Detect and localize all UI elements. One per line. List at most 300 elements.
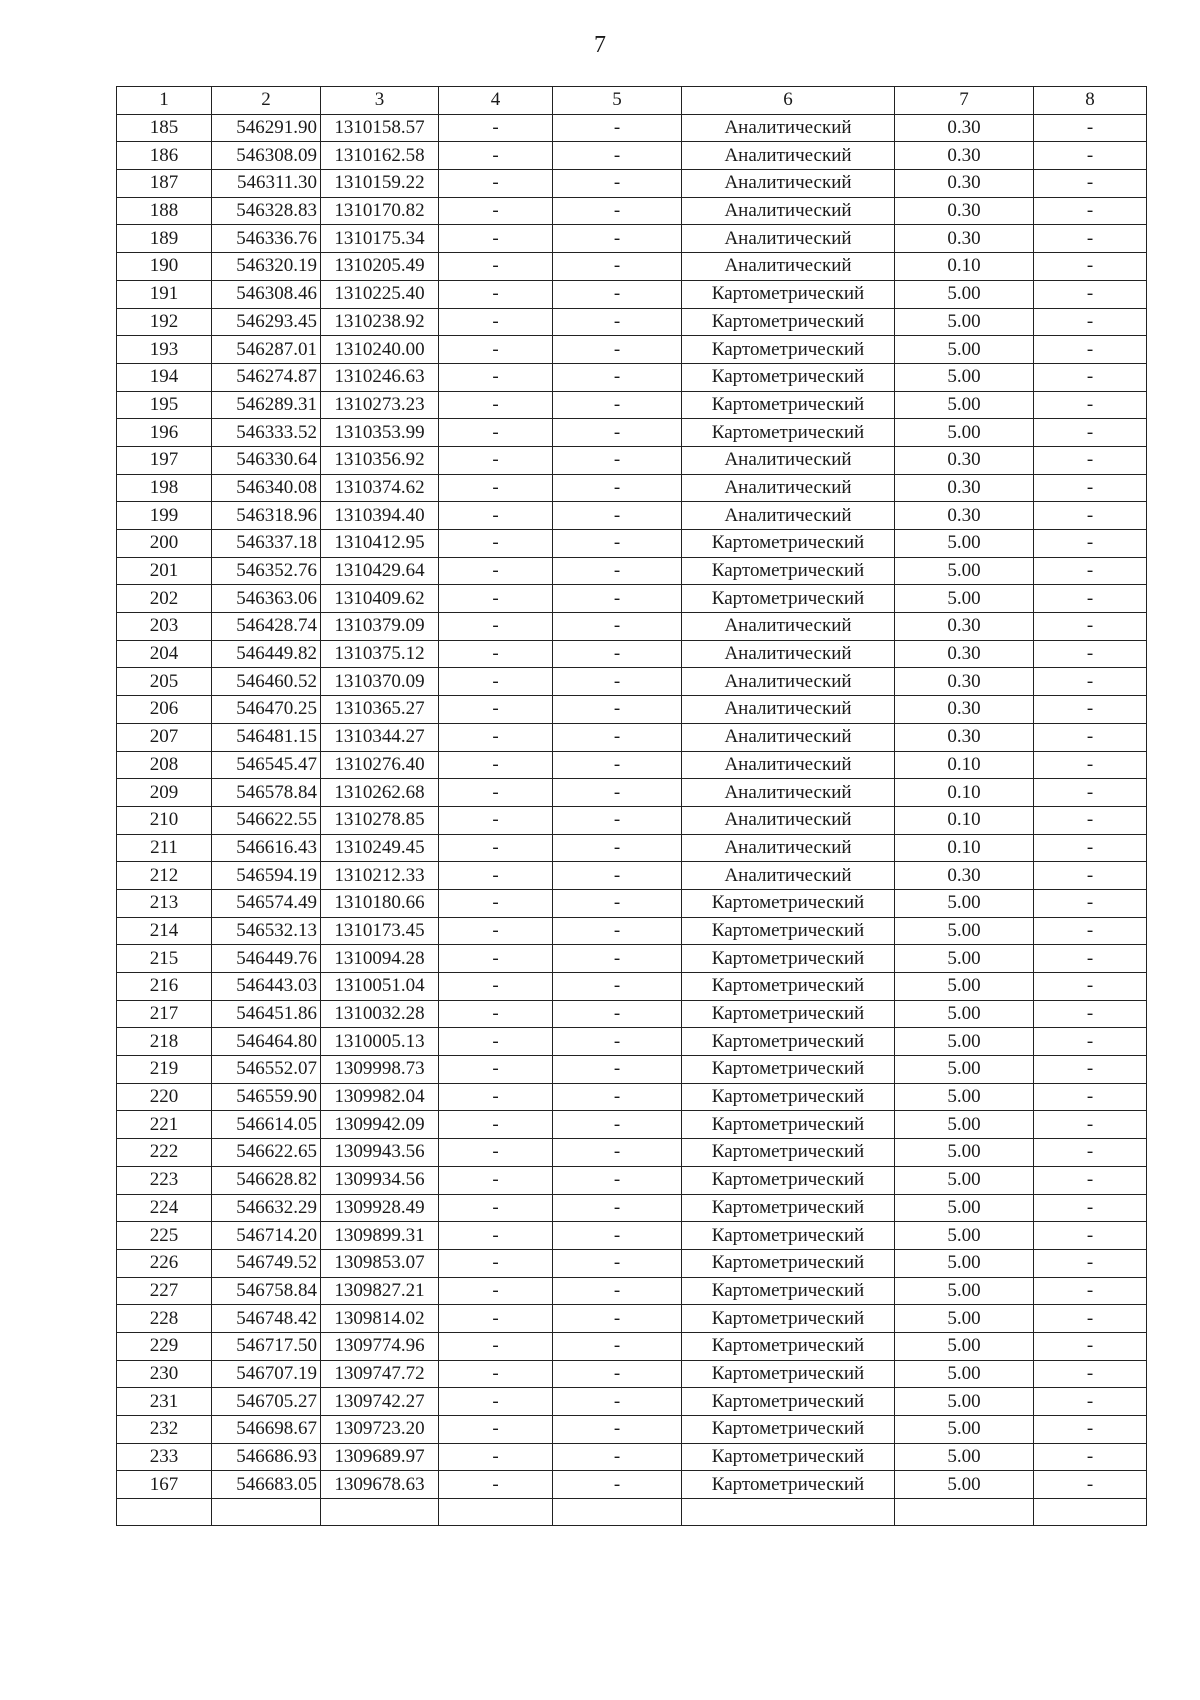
table-cell: -	[1034, 1277, 1147, 1305]
table-cell: 5.00	[895, 1305, 1034, 1333]
table-cell: 546464.80	[212, 1028, 321, 1056]
table-cell: Картометрический	[682, 336, 895, 364]
table-cell: 0.30	[895, 696, 1034, 724]
table-cell: 1310212.33	[321, 862, 439, 890]
table-cell: -	[1034, 1388, 1147, 1416]
table-cell: 5.00	[895, 1471, 1034, 1499]
table-cell: 212	[117, 862, 212, 890]
table-row	[117, 446, 1147, 474]
table-cell: 546289.31	[212, 391, 321, 419]
table-cell: -	[439, 225, 553, 253]
table-row	[117, 1194, 1147, 1222]
table-cell: -	[553, 751, 682, 779]
table-cell: Картометрический	[682, 419, 895, 447]
table-cell: -	[553, 806, 682, 834]
table-cell: -	[439, 142, 553, 170]
table-cell: 200	[117, 530, 212, 558]
table-cell: 5.00	[895, 280, 1034, 308]
table-cell: 546632.29	[212, 1194, 321, 1222]
table-cell: 0.30	[895, 723, 1034, 751]
table-cell: 186	[117, 142, 212, 170]
table-cell: 230	[117, 1360, 212, 1388]
table-cell: -	[1034, 1111, 1147, 1139]
table-cell: -	[553, 530, 682, 558]
table-cell: 546545.47	[212, 751, 321, 779]
table-cell: 546449.76	[212, 945, 321, 973]
table-cell: 0.10	[895, 779, 1034, 807]
table-cell: 189	[117, 225, 212, 253]
table-cell: Картометрический	[682, 973, 895, 1001]
table-cell: -	[1034, 1332, 1147, 1360]
table-row	[117, 253, 1147, 281]
table-cell: Картометрический	[682, 1332, 895, 1360]
empty-cell	[682, 1499, 895, 1526]
table-cell: -	[439, 280, 553, 308]
table-cell: Картометрический	[682, 1249, 895, 1277]
table-cell: 5.00	[895, 889, 1034, 917]
table-cell: 546622.65	[212, 1139, 321, 1167]
table-cell: -	[553, 945, 682, 973]
table-cell: 1309982.04	[321, 1083, 439, 1111]
table-cell: -	[1034, 889, 1147, 917]
table-cell: 1309678.63	[321, 1471, 439, 1499]
table-cell: 1310344.27	[321, 723, 439, 751]
table-cell: -	[553, 557, 682, 585]
table-cell: 187	[117, 170, 212, 198]
table-cell: Аналитический	[682, 640, 895, 668]
table-cell: 5.00	[895, 1028, 1034, 1056]
table-cell: -	[439, 530, 553, 558]
table-cell: 546628.82	[212, 1166, 321, 1194]
table-cell: -	[1034, 668, 1147, 696]
table-cell: -	[439, 640, 553, 668]
table-cell: -	[1034, 1360, 1147, 1388]
table-cell: -	[553, 889, 682, 917]
table-cell: 222	[117, 1139, 212, 1167]
table-cell: 221	[117, 1111, 212, 1139]
table-row	[117, 1277, 1147, 1305]
table-cell: 5.00	[895, 363, 1034, 391]
table-cell: 1310409.62	[321, 585, 439, 613]
table-cell: -	[553, 1416, 682, 1444]
table-cell: 1310205.49	[321, 253, 439, 281]
table-cell: -	[1034, 1139, 1147, 1167]
table-cell: Картометрический	[682, 1305, 895, 1333]
table-cell: 217	[117, 1000, 212, 1028]
table-row	[117, 336, 1147, 364]
table-cell: -	[553, 1222, 682, 1250]
table-cell: 5.00	[895, 1277, 1034, 1305]
table-cell: -	[553, 1249, 682, 1277]
table-row	[117, 1471, 1147, 1499]
table-cell: -	[1034, 723, 1147, 751]
table-cell: 0.30	[895, 613, 1034, 641]
table-cell: -	[439, 889, 553, 917]
table-cell: 167	[117, 1471, 212, 1499]
table-cell: 1309942.09	[321, 1111, 439, 1139]
table-cell: -	[1034, 1083, 1147, 1111]
table-cell: 546318.96	[212, 502, 321, 530]
table-cell: 0.10	[895, 253, 1034, 281]
empty-row	[117, 1499, 1147, 1526]
table-cell: -	[553, 391, 682, 419]
table-cell: 191	[117, 280, 212, 308]
table-cell: -	[1034, 1443, 1147, 1471]
table-cell: -	[439, 1443, 553, 1471]
table-cell: 1309899.31	[321, 1222, 439, 1250]
table-cell: 219	[117, 1056, 212, 1084]
table-cell: -	[1034, 585, 1147, 613]
table-cell: 1310173.45	[321, 917, 439, 945]
table-cell: 546616.43	[212, 834, 321, 862]
table-cell: -	[439, 806, 553, 834]
table-cell: -	[1034, 142, 1147, 170]
table-row	[117, 1111, 1147, 1139]
table-cell: -	[553, 308, 682, 336]
table-cell: -	[1034, 1471, 1147, 1499]
table-cell: 1309998.73	[321, 1056, 439, 1084]
table-cell: Аналитический	[682, 806, 895, 834]
table-cell: Картометрический	[682, 889, 895, 917]
table-row	[117, 1416, 1147, 1444]
table-cell: 1310180.66	[321, 889, 439, 917]
table-cell: 185	[117, 114, 212, 142]
table-cell: Аналитический	[682, 446, 895, 474]
table-cell: Аналитический	[682, 197, 895, 225]
table-cell: -	[1034, 253, 1147, 281]
table-cell: -	[1034, 696, 1147, 724]
table-cell: -	[439, 1249, 553, 1277]
table-row	[117, 779, 1147, 807]
table-cell: 1309723.20	[321, 1416, 439, 1444]
table-cell: -	[439, 1471, 553, 1499]
table-cell: -	[1034, 280, 1147, 308]
table-cell: 1310262.68	[321, 779, 439, 807]
table-cell: 5.00	[895, 1416, 1034, 1444]
table-cell: -	[439, 170, 553, 198]
table-cell: -	[553, 779, 682, 807]
table-cell: 5.00	[895, 1056, 1034, 1084]
table-cell: Картометрический	[682, 391, 895, 419]
table-cell: 1310158.57	[321, 114, 439, 142]
table-cell: 1310278.85	[321, 806, 439, 834]
table-cell: 216	[117, 973, 212, 1001]
table-cell: -	[553, 253, 682, 281]
table-row	[117, 363, 1147, 391]
table-cell: -	[1034, 806, 1147, 834]
table-cell: -	[439, 308, 553, 336]
table-cell: 546328.83	[212, 197, 321, 225]
table-cell: 546449.82	[212, 640, 321, 668]
table-cell: -	[439, 917, 553, 945]
table-row	[117, 170, 1147, 198]
page-number: 7	[594, 32, 606, 58]
table-cell: -	[1034, 834, 1147, 862]
table-cell: 5.00	[895, 391, 1034, 419]
table-cell: 5.00	[895, 530, 1034, 558]
table-cell: Картометрический	[682, 1471, 895, 1499]
table-cell: -	[1034, 751, 1147, 779]
table-cell: 223	[117, 1166, 212, 1194]
table-cell: -	[439, 1277, 553, 1305]
table-cell: 204	[117, 640, 212, 668]
table-cell: -	[1034, 474, 1147, 502]
table-cell: -	[553, 973, 682, 1001]
table-cell: Картометрический	[682, 1416, 895, 1444]
table-cell: 1309747.72	[321, 1360, 439, 1388]
table-cell: 5.00	[895, 1139, 1034, 1167]
table-cell: -	[1034, 1056, 1147, 1084]
table-cell: -	[1034, 391, 1147, 419]
table-cell: -	[439, 1056, 553, 1084]
table-cell: Аналитический	[682, 253, 895, 281]
table-cell: 201	[117, 557, 212, 585]
table-cell: -	[439, 973, 553, 1001]
table-cell: Картометрический	[682, 1056, 895, 1084]
table-cell: 0.30	[895, 446, 1034, 474]
table-cell: -	[553, 1028, 682, 1056]
table-cell: 206	[117, 696, 212, 724]
table-row	[117, 945, 1147, 973]
table-row	[117, 502, 1147, 530]
table-row	[117, 751, 1147, 779]
table-cell: 226	[117, 1249, 212, 1277]
table-row	[117, 280, 1147, 308]
table-cell: 546320.19	[212, 253, 321, 281]
table-cell: 546749.52	[212, 1249, 321, 1277]
table-cell: 1309934.56	[321, 1166, 439, 1194]
table-cell: -	[439, 1360, 553, 1388]
table-cell: 207	[117, 723, 212, 751]
table-cell: -	[553, 502, 682, 530]
table-row	[117, 585, 1147, 613]
table-cell: -	[439, 1111, 553, 1139]
table-cell: -	[439, 1083, 553, 1111]
empty-cell	[117, 1499, 212, 1526]
table-cell: 546311.30	[212, 170, 321, 198]
table-cell: 5.00	[895, 1194, 1034, 1222]
table-cell: 546714.20	[212, 1222, 321, 1250]
table-cell: Аналитический	[682, 142, 895, 170]
table-cell: 1310162.58	[321, 142, 439, 170]
table-row	[117, 1056, 1147, 1084]
table-cell: -	[439, 945, 553, 973]
table-cell: -	[439, 391, 553, 419]
table-row	[117, 723, 1147, 751]
table-row	[117, 862, 1147, 890]
table-cell: 231	[117, 1388, 212, 1416]
table-cell: 5.00	[895, 1222, 1034, 1250]
table-cell: 546337.18	[212, 530, 321, 558]
table-cell: 229	[117, 1332, 212, 1360]
header-cell: 4	[439, 87, 553, 115]
table-cell: 0.30	[895, 640, 1034, 668]
table-cell: -	[439, 557, 553, 585]
header-cell: 7	[895, 87, 1034, 115]
table-row	[117, 225, 1147, 253]
table-cell: 546291.90	[212, 114, 321, 142]
table-cell: Картометрический	[682, 585, 895, 613]
table-cell: 546707.19	[212, 1360, 321, 1388]
table-row	[117, 1305, 1147, 1333]
empty-cell	[553, 1499, 682, 1526]
table-cell: -	[439, 502, 553, 530]
table-cell: -	[439, 1222, 553, 1250]
table-cell: 1310276.40	[321, 751, 439, 779]
table-cell: 225	[117, 1222, 212, 1250]
table-cell: 1310379.09	[321, 613, 439, 641]
table-cell: Картометрический	[682, 280, 895, 308]
table-cell: 546330.64	[212, 446, 321, 474]
table-cell: 546698.67	[212, 1416, 321, 1444]
table-cell: -	[553, 170, 682, 198]
table-cell: 215	[117, 945, 212, 973]
table-cell: 546336.76	[212, 225, 321, 253]
header-cell: 8	[1034, 87, 1147, 115]
table-cell: -	[1034, 308, 1147, 336]
table-cell: 5.00	[895, 308, 1034, 336]
table-cell: Картометрический	[682, 1194, 895, 1222]
table-cell: 546287.01	[212, 336, 321, 364]
table-cell: -	[1034, 336, 1147, 364]
table-cell: -	[1034, 945, 1147, 973]
table-cell: -	[553, 419, 682, 447]
empty-cell	[212, 1499, 321, 1526]
table-cell: -	[553, 1360, 682, 1388]
table-row	[117, 1249, 1147, 1277]
table-cell: -	[439, 613, 553, 641]
table-cell: 1310249.45	[321, 834, 439, 862]
coordinates-table	[116, 86, 1147, 1526]
table-cell: 188	[117, 197, 212, 225]
table-cell: -	[553, 1471, 682, 1499]
table-cell: -	[439, 751, 553, 779]
table-cell: -	[553, 1083, 682, 1111]
table-cell: -	[439, 446, 553, 474]
table-cell: -	[439, 1332, 553, 1360]
table-cell: -	[1034, 1194, 1147, 1222]
table-cell: 546428.74	[212, 613, 321, 641]
table-cell: 0.10	[895, 834, 1034, 862]
table-cell: 1310005.13	[321, 1028, 439, 1056]
table-cell: 1310273.23	[321, 391, 439, 419]
table-cell: Картометрический	[682, 1388, 895, 1416]
table-cell: -	[1034, 917, 1147, 945]
table-row	[117, 308, 1147, 336]
table-cell: 546460.52	[212, 668, 321, 696]
table-cell: 546686.93	[212, 1443, 321, 1471]
table-cell: 5.00	[895, 1443, 1034, 1471]
table-row	[117, 1222, 1147, 1250]
table-cell: Картометрический	[682, 1000, 895, 1028]
table-row	[117, 391, 1147, 419]
table-cell: 0.30	[895, 502, 1034, 530]
table-cell: Картометрический	[682, 1443, 895, 1471]
table-cell: 195	[117, 391, 212, 419]
table-cell: 1310429.64	[321, 557, 439, 585]
table-cell: 1309827.21	[321, 1277, 439, 1305]
table-cell: Аналитический	[682, 474, 895, 502]
table-cell: 1309853.07	[321, 1249, 439, 1277]
table-cell: Картометрический	[682, 1111, 895, 1139]
table-row	[117, 1028, 1147, 1056]
table-cell: 5.00	[895, 557, 1034, 585]
table-cell: -	[439, 474, 553, 502]
table-cell: 227	[117, 1277, 212, 1305]
table-cell: -	[553, 668, 682, 696]
table-cell: Картометрический	[682, 363, 895, 391]
table-cell: -	[1034, 225, 1147, 253]
table-cell: 1310353.99	[321, 419, 439, 447]
table-cell: -	[553, 446, 682, 474]
table-cell: 546705.27	[212, 1388, 321, 1416]
table-cell: 546559.90	[212, 1083, 321, 1111]
table-cell: -	[439, 862, 553, 890]
table-cell: 0.30	[895, 225, 1034, 253]
table-cell: 5.00	[895, 1249, 1034, 1277]
table-cell: Картометрический	[682, 917, 895, 945]
table-cell: -	[439, 197, 553, 225]
table-cell: -	[553, 1305, 682, 1333]
table-cell: Картометрический	[682, 530, 895, 558]
header-cell: 2	[212, 87, 321, 115]
table-cell: 546552.07	[212, 1056, 321, 1084]
table-cell: 1310159.22	[321, 170, 439, 198]
table-cell: Картометрический	[682, 557, 895, 585]
table-cell: 5.00	[895, 1111, 1034, 1139]
table-cell: -	[553, 142, 682, 170]
table-cell: 232	[117, 1416, 212, 1444]
table-cell: -	[553, 1000, 682, 1028]
table-cell: -	[1034, 640, 1147, 668]
table-cell: 1309689.97	[321, 1443, 439, 1471]
table-cell: 0.30	[895, 170, 1034, 198]
table-cell: Аналитический	[682, 723, 895, 751]
table-cell: -	[553, 1388, 682, 1416]
table-cell: 209	[117, 779, 212, 807]
table-row	[117, 668, 1147, 696]
table-cell: 0.30	[895, 862, 1034, 890]
table-cell: Картометрический	[682, 1139, 895, 1167]
table-cell: -	[1034, 862, 1147, 890]
table-cell: 203	[117, 613, 212, 641]
table-cell: Аналитический	[682, 114, 895, 142]
table-row	[117, 889, 1147, 917]
table-cell: 220	[117, 1083, 212, 1111]
header-cell: 5	[553, 87, 682, 115]
table-cell: 5.00	[895, 1332, 1034, 1360]
table-cell: -	[439, 668, 553, 696]
table-cell: 1310240.00	[321, 336, 439, 364]
table-cell: 546622.55	[212, 806, 321, 834]
table-cell: -	[553, 474, 682, 502]
table-cell: -	[553, 1139, 682, 1167]
table-cell: -	[439, 834, 553, 862]
table-row	[117, 640, 1147, 668]
table-cell: 546443.03	[212, 973, 321, 1001]
table-cell: -	[439, 585, 553, 613]
table-cell: Картометрический	[682, 1277, 895, 1305]
table-cell: 0.10	[895, 751, 1034, 779]
empty-cell	[1034, 1499, 1147, 1526]
table-cell: 1310051.04	[321, 973, 439, 1001]
header-cell: 1	[117, 87, 212, 115]
table-cell: -	[439, 779, 553, 807]
table-cell: 1310246.63	[321, 363, 439, 391]
table-cell: 5.00	[895, 585, 1034, 613]
table-cell: Аналитический	[682, 225, 895, 253]
table-row	[117, 917, 1147, 945]
